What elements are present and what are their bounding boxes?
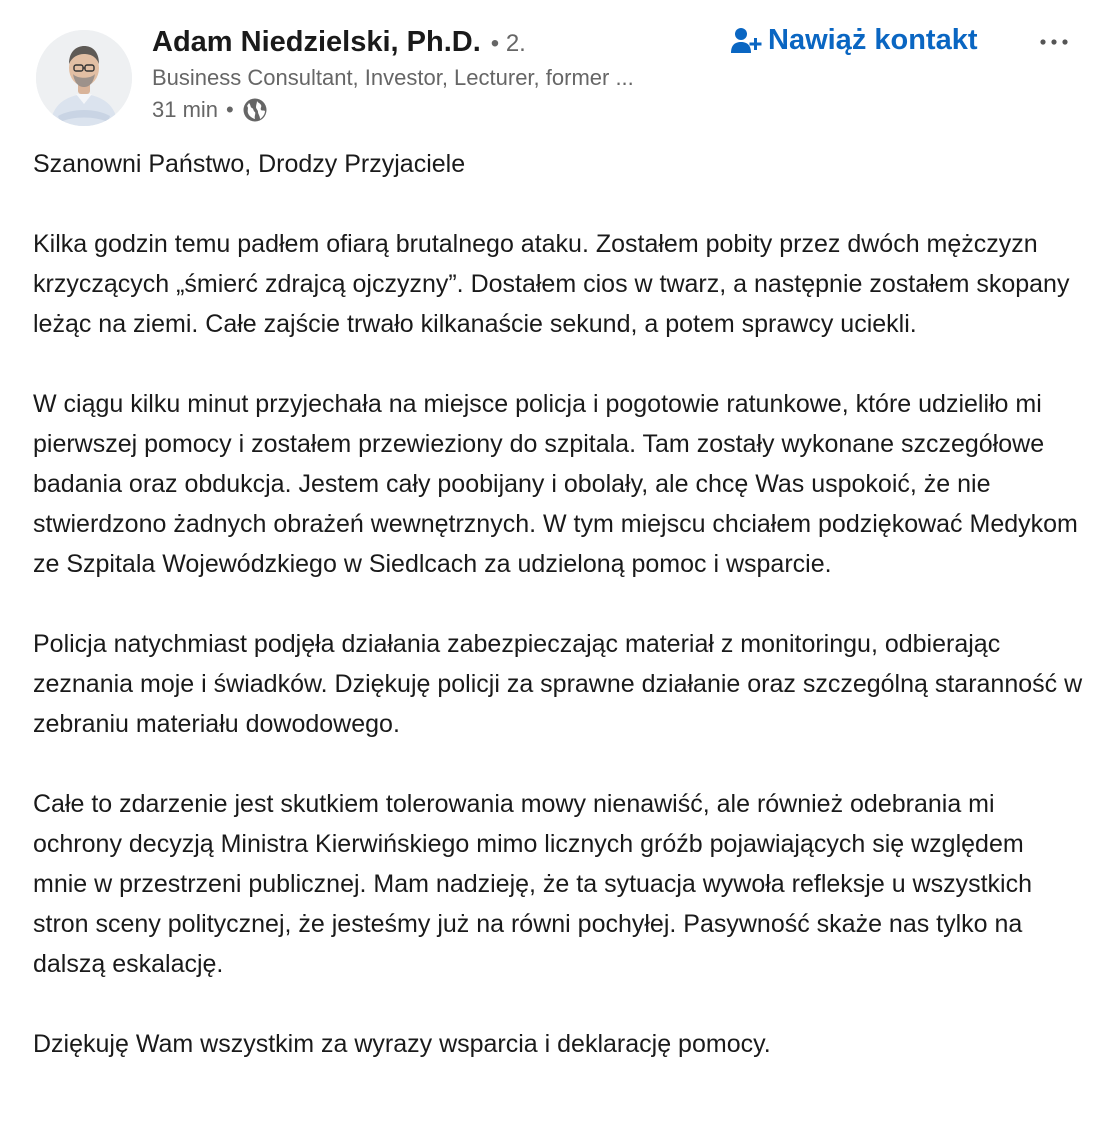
post-header	[0, 0, 1104, 140]
connect-button-label: Nawiąż kontakt	[768, 24, 978, 56]
post-paragraph: Szanowni Państwo, Drodzy Przyjaciele	[33, 150, 466, 178]
author-block	[152, 26, 722, 123]
globe-icon	[242, 97, 268, 123]
post-paragraph: Dziękuję Wam wszystkim za wyrazy wsparcia i deklarację pomocy.	[33, 1030, 771, 1058]
post-meta	[152, 97, 722, 123]
author-headline: Business Consultant, Investor, Lecturer, former ...	[152, 65, 634, 90]
connection-degree: • 2.	[490, 30, 526, 57]
profile-photo-icon	[36, 30, 132, 126]
add-person-icon	[730, 25, 764, 57]
meta-separator: •	[226, 97, 234, 122]
author-line	[152, 26, 722, 59]
post-paragraph: Kilka godzin temu padłem ofiarą brutalnego ataku. Zostałem pobity przez dwóch mężczyzn krzyczących „śmierć zdrajcą ojczyzny”. Dostałem cios w twarz, a następnie zostałem skopany leżąc na ziemi. Całe zajście trwało kilkanaście sekund, a potem sprawcy uciekli.	[33, 230, 1070, 338]
author-avatar[interactable]	[36, 30, 132, 126]
author-name[interactable]: Adam Niedzielski, Ph.D.	[152, 26, 481, 58]
post-paragraph: W ciągu kilku minut przyjechała na miejsce policja i pogotowie ratunkowe, które udzieliło mi pierwszej pomocy i zostałem przewieziony do szpitala. Tam zostały wykonane szczegółowe badania oraz obdukcja. Jestem cały poobijany i obolały, ale chcę Was uspokoić, że nie stwierdzono żadnych obrażeń wewnętrznych. W tym miejscu chciałem podziękować Medykom ze Szpitala Wojewódzkiego w Siedlcach za udzieloną pomoc i wsparcie.	[33, 390, 1078, 578]
post-paragraph: Całe to zdarzenie jest skutkiem tolerowania mowy nienawiść, ale również odebrania mi ochrony decyzją Ministra Kierwińskiego mimo licznych gróźb pojawiających się względem mnie w przestrzeni publicznej. Mam nadzieję, że ta sytuacja wywoła refleksje u wszystkich stron sceny politycznej, że jesteśmy już na równi pochyłej. Pasywność skaże nas tylko na dalszą eskalację.	[33, 790, 1032, 978]
connect-button[interactable]	[730, 24, 978, 57]
post-body	[33, 144, 1083, 1104]
more-options-button[interactable]	[1034, 30, 1074, 54]
ellipsis-icon	[1034, 30, 1074, 54]
post-paragraph: Policja natychmiast podjęła działania zabezpieczając materiał z monitoringu, odbierając zeznania moje i świadków. Dziękuję policji za sprawne działanie oraz szczególną staranność w zebraniu materiału dowodowego.	[33, 630, 1083, 738]
post-time: 31 min	[152, 97, 219, 122]
